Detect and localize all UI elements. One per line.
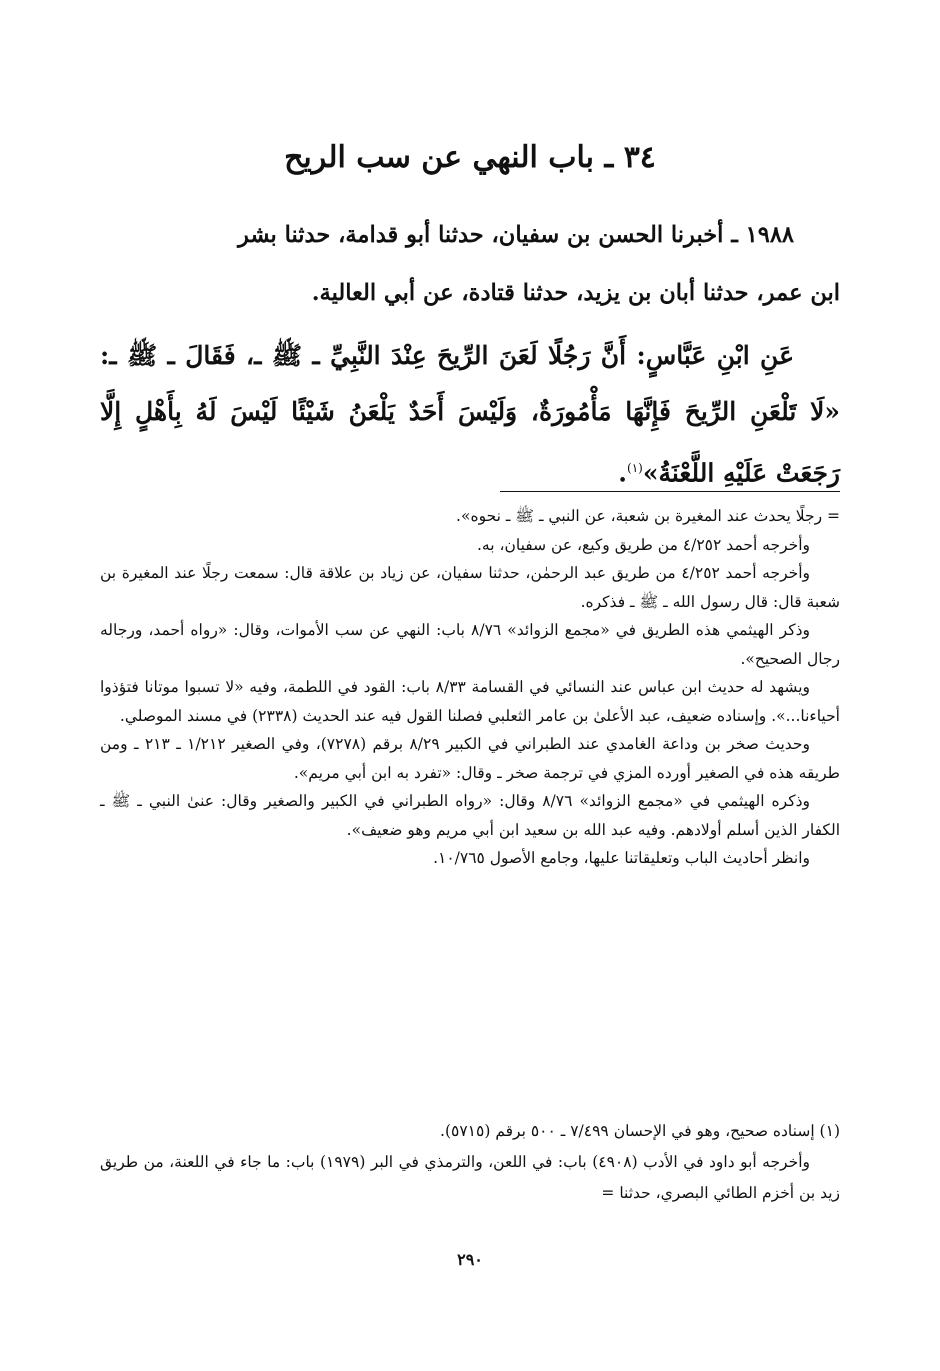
- footnote-paragraph: وأخرجه أحمد ٤/٢٥٢ من طريق عبد الرحمٰن، حدثنا سفيان، عن زياد بن علاقة قال: سمعت رجلًا عند المغيرة بن شعبة قال: قال رسول الله ـ ﷺ ـ فذكره.: [100, 564, 840, 611]
- hadith-end: .: [618, 458, 628, 488]
- chapter-title: ٣٤ ـ باب النهي عن سب الريح: [284, 140, 656, 175]
- footnote-paragraph: = رجلًا يحدث عند المغيرة بن شعبة، عن النبي ـ ﷺ ـ نحوه».: [100, 502, 840, 531]
- isnad-line: ابن عمر، حدثنا أبان بن يزيد، حدثنا قتادة، عن أبي العالية.: [311, 280, 840, 306]
- footnote-paragraph: ويشهد له حديث ابن عباس عند النسائي في القسامة ٨/٣٣ باب: القود في اللطمة، وفيه «لا تسبوا موتانا فتؤذوا أحياءنا...». وإسناده ضعيف، عبد الأعلىٰ بن عامر الثعلبي فصلنا القول فيه عند الحديث (٢٣٣٨) في مسند الموصلي.: [100, 678, 840, 725]
- footnote-paragraph: وذكر الهيثمي هذه الطريق في «مجمع الزوائد» ٨/٧٦ باب: النهي عن سب الأموات، وقال: «رواه أحمد، ورجاله رجال الصحيح».: [100, 621, 840, 668]
- footnote-1: [100, 1116, 840, 1209]
- footnote-paragraph: وانظر أحاديث الباب وتعليقاتنا عليها، وجامع الأصول ١٠/٧٦٥.: [433, 849, 810, 867]
- book-page: [100, 0, 840, 1371]
- footnote-separator: [500, 491, 840, 492]
- footnote-paragraph: وذكره الهيثمي في «مجمع الزوائد» ٨/٧٦ وقال: «رواه الطبراني في الكبير والصغير وقال: عنىٰ النبي ـ ﷺ ـ الكفار الذين أسلم أولادهم. وفيه عبد الله بن سعيد ابن أبي مريم وهو ضعيف».: [100, 792, 840, 839]
- footnote-paragraph: وأخرجه أبو داود في الأدب (٤٩٠٨) باب: في اللعن، والترمذي في البر (١٩٧٩) باب: ما جاء في اللعنة، من طريق زيد بن أخزم الطائي البصري، حدثنا =: [100, 1147, 840, 1209]
- hadith-matn: عَنِ ابْنِ عَبَّاسٍ: أَنَّ رَجُلًا لَعَنَ الرِّيحَ عِنْدَ النَّبِيِّ ـ ﷺ ـ، فَقَالَ ـ ﷺ ـ: «لَا تَلْعَنِ الرِّيحَ فَإِنَّهَا مَأْمُورَةٌ، وَلَيْسَ أَحَدٌ يَلْعَنُ شَيْئًا لَيْسَ لَهُ بِأَهْلٍ إِلَّا رَجَعَتْ عَلَيْهِ اللَّعْنَةُ»: [100, 341, 840, 488]
- footnote-paragraph: وحديث صخر بن وداعة الغامدي عند الطبراني في الكبير ٨/٢٩ برقم (٧٢٧٨)، وفي الصغير ١/٢١٢ ـ ٢١٣ ـ ومن طريقه هذه في الصغير أورده المزي في ترجمة صخر ـ وقال: «تفرد به ابن أبي مريم».: [100, 735, 840, 782]
- footnote-ref: (١): [627, 461, 643, 475]
- footnotes-continued: [100, 502, 840, 873]
- footnote-paragraph: (١) إسناده صحيح، وهو في الإحسان ٧/٤٩٩ ـ ٥٠٠ برقم (٥٧١٥).: [440, 1122, 840, 1140]
- page-number: ٢٩٠: [457, 1250, 483, 1269]
- hadith-block: [100, 206, 840, 501]
- hadith-text: [100, 328, 840, 501]
- isnad-line: ١٩٨٨ ـ أخبرنا الحسن بن سفيان، حدثنا أبو قدامة، حدثنا بشر: [238, 222, 794, 248]
- footnote-paragraph: وأخرجه أحمد ٤/٢٥٢ من طريق وكيع، عن سفيان، به.: [477, 535, 810, 554]
